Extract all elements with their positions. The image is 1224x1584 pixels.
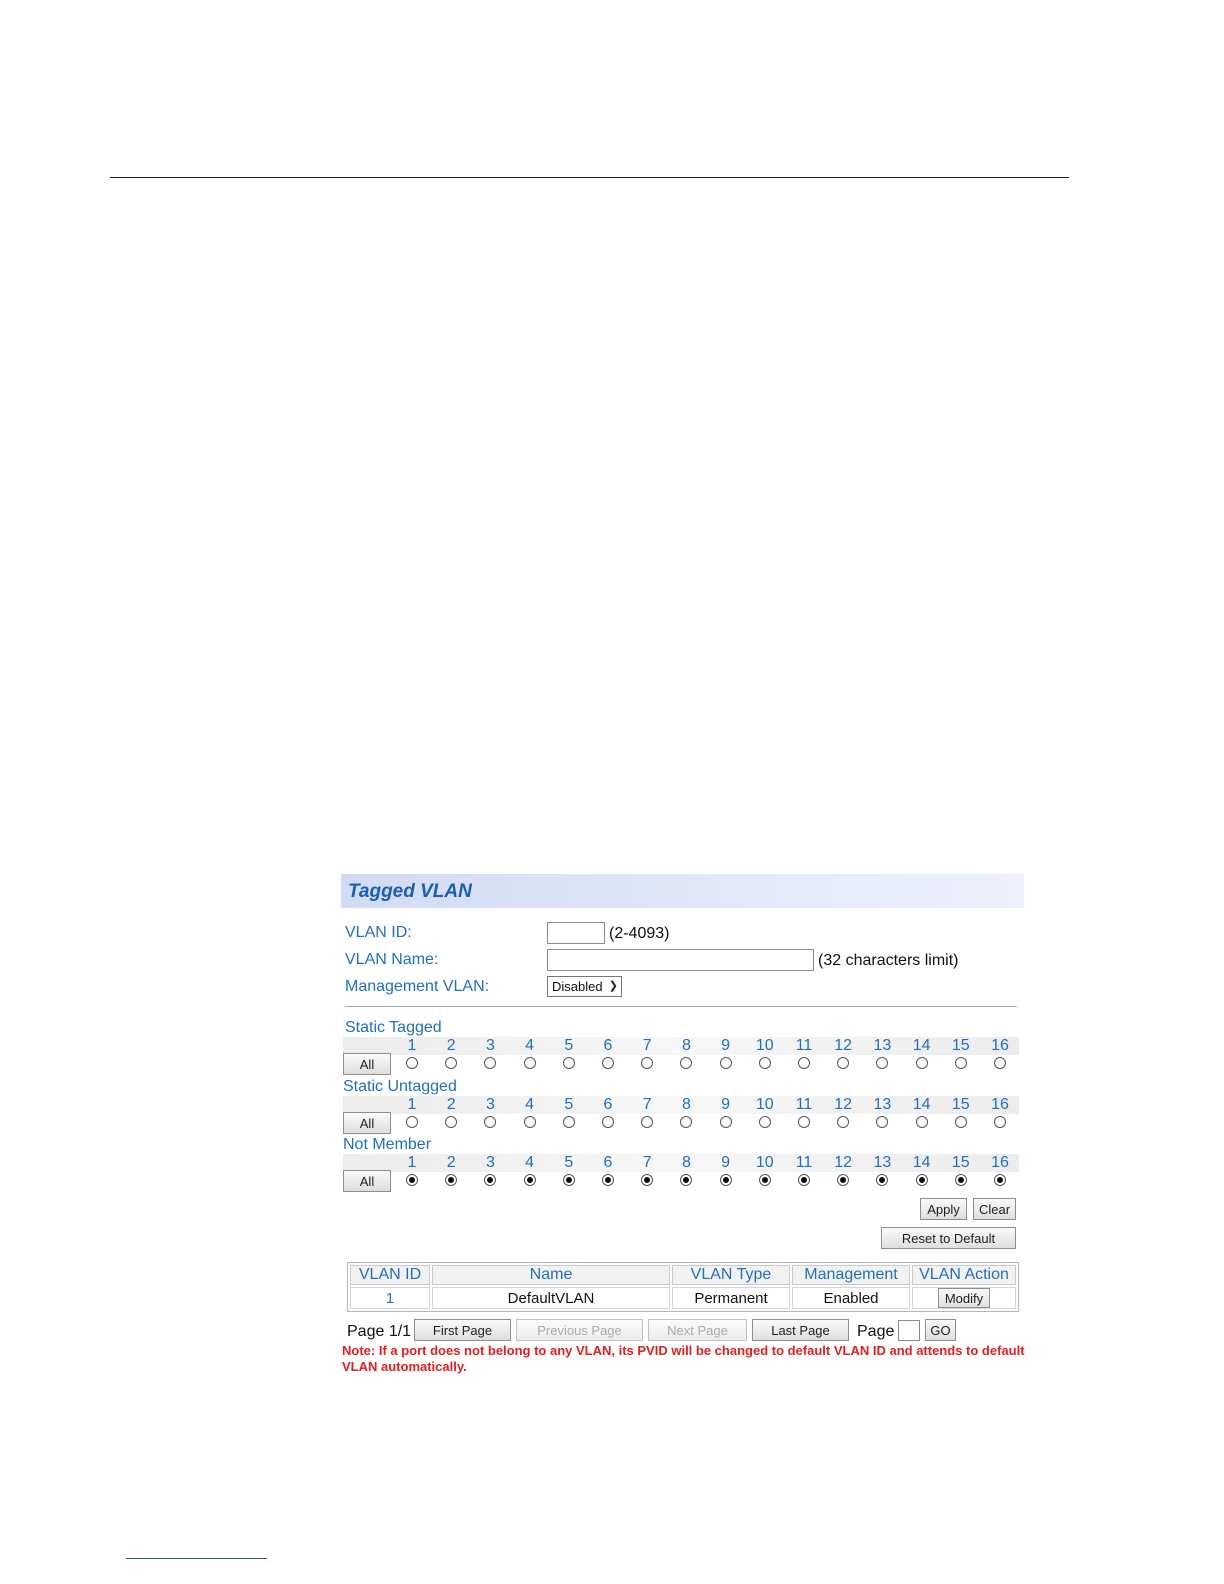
port-number-11: 11	[795, 1037, 813, 1054]
port-number-16: 16	[991, 1154, 1009, 1171]
port-16-radio[interactable]	[994, 1057, 1006, 1069]
management-vlan-value: Disabled	[552, 979, 603, 994]
port-4-radio[interactable]	[524, 1116, 536, 1128]
go-button[interactable]: GO	[925, 1319, 956, 1341]
port-number-1: 1	[407, 1096, 417, 1113]
page-status: Page 1/1	[347, 1323, 412, 1340]
first-page-button[interactable]: First Page	[414, 1319, 511, 1341]
port-number-12: 12	[834, 1096, 853, 1113]
port-12-radio[interactable]	[837, 1174, 849, 1186]
next-page-button[interactable]: Next Page	[648, 1319, 747, 1341]
column-header-name: Name	[432, 1265, 670, 1285]
port-5-radio[interactable]	[563, 1116, 575, 1128]
port-14-radio[interactable]	[916, 1116, 928, 1128]
port-5-radio[interactable]	[563, 1057, 575, 1069]
port-6-radio[interactable]	[602, 1057, 614, 1069]
tagged-vlan-panel	[341, 872, 1026, 1382]
port-7-radio[interactable]	[641, 1116, 653, 1128]
static-tagged-all-button[interactable]: All	[343, 1053, 391, 1075]
top-rule	[110, 177, 1069, 178]
port-16-radio[interactable]	[994, 1174, 1006, 1186]
port-number-10: 10	[755, 1096, 774, 1113]
static-untagged-section	[343, 1078, 1023, 1134]
cell-management: Enabled	[792, 1287, 910, 1309]
port-number-10: 10	[755, 1154, 774, 1171]
port-7-radio[interactable]	[641, 1174, 653, 1186]
vlan-id-label: VLAN ID:	[345, 924, 412, 941]
port-2-radio[interactable]	[445, 1116, 457, 1128]
port-1-radio[interactable]	[406, 1057, 418, 1069]
port-number-9: 9	[721, 1154, 731, 1171]
port-number-4: 4	[525, 1096, 535, 1113]
port-15-radio[interactable]	[955, 1174, 967, 1186]
port-16-radio[interactable]	[994, 1116, 1006, 1128]
port-number-5: 5	[564, 1037, 574, 1054]
port-number-5: 5	[564, 1154, 574, 1171]
port-number-6: 6	[603, 1037, 613, 1054]
not-member-section	[343, 1136, 1023, 1192]
apply-button[interactable]: Apply	[920, 1198, 967, 1220]
port-number-15: 15	[951, 1154, 970, 1171]
port-1-radio[interactable]	[406, 1116, 418, 1128]
port-15-radio[interactable]	[955, 1116, 967, 1128]
port-8-radio[interactable]	[680, 1116, 692, 1128]
port-12-radio[interactable]	[837, 1116, 849, 1128]
port-number-9: 9	[721, 1096, 731, 1113]
vlan-id-hint: (2-4093)	[609, 925, 670, 942]
port-number-1: 1	[407, 1154, 417, 1171]
last-page-button[interactable]: Last Page	[752, 1319, 849, 1341]
column-header-vlan-id: VLAN ID	[350, 1265, 430, 1285]
port-number-11: 11	[795, 1096, 813, 1113]
divider	[345, 1006, 1017, 1007]
port-number-3: 3	[485, 1037, 495, 1054]
port-number-8: 8	[681, 1096, 691, 1113]
vlan-name-input[interactable]	[547, 949, 814, 971]
port-3-radio[interactable]	[484, 1057, 496, 1069]
cell-vlan-action	[912, 1287, 1016, 1309]
cell-vlan-type: Permanent	[672, 1287, 790, 1309]
port-10-radio[interactable]	[759, 1116, 771, 1128]
reset-to-default-button[interactable]: Reset to Default	[881, 1227, 1016, 1249]
port-number-3: 3	[485, 1096, 495, 1113]
column-header-management: Management	[792, 1265, 910, 1285]
port-9-radio[interactable]	[720, 1174, 732, 1186]
port-number-13: 13	[873, 1154, 892, 1171]
note-text: Note: If a port does not belong to any VLAN, its PVID will be changed to default VLAN ID and attends to default VLAN automatically.	[342, 1343, 1025, 1374]
port-14-radio[interactable]	[916, 1057, 928, 1069]
vlan-name-label: VLAN Name:	[345, 951, 439, 968]
port-number-6: 6	[603, 1096, 613, 1113]
column-header-vlan-action: VLAN Action	[912, 1265, 1016, 1285]
port-10-radio[interactable]	[759, 1057, 771, 1069]
port-number-7: 7	[642, 1154, 652, 1171]
port-number-13: 13	[873, 1037, 892, 1054]
port-number-4: 4	[525, 1154, 535, 1171]
static-untagged-all-button[interactable]: All	[343, 1112, 391, 1134]
port-11-radio[interactable]	[798, 1174, 810, 1186]
port-1-radio[interactable]	[406, 1174, 418, 1186]
port-number-9: 9	[721, 1037, 731, 1054]
port-number-8: 8	[681, 1037, 691, 1054]
port-number-14: 14	[912, 1037, 931, 1054]
page-label: Page	[857, 1323, 895, 1340]
port-6-radio[interactable]	[602, 1116, 614, 1128]
cell-name: DefaultVLAN	[432, 1287, 670, 1309]
port-number-14: 14	[912, 1154, 931, 1171]
port-number-2: 2	[446, 1154, 456, 1171]
port-number-4: 4	[525, 1037, 535, 1054]
page-number-input[interactable]	[898, 1320, 920, 1341]
title-bar	[341, 874, 1024, 908]
bottom-rule	[126, 1558, 267, 1559]
port-5-radio[interactable]	[563, 1174, 575, 1186]
port-13-radio[interactable]	[876, 1116, 888, 1128]
port-4-radio[interactable]	[524, 1057, 536, 1069]
port-4-radio[interactable]	[524, 1174, 536, 1186]
modify-button[interactable]: Modify	[938, 1288, 990, 1308]
port-14-radio[interactable]	[916, 1174, 928, 1186]
port-number-12: 12	[834, 1037, 853, 1054]
vlan-id-input[interactable]	[547, 922, 605, 944]
port-13-radio[interactable]	[876, 1057, 888, 1069]
port-15-radio[interactable]	[955, 1057, 967, 1069]
port-3-radio[interactable]	[484, 1116, 496, 1128]
port-11-radio[interactable]	[798, 1116, 810, 1128]
port-11-radio[interactable]	[798, 1057, 810, 1069]
port-number-15: 15	[951, 1096, 970, 1113]
port-12-radio[interactable]	[837, 1057, 849, 1069]
port-number-6: 6	[603, 1154, 613, 1171]
port-9-radio[interactable]	[720, 1057, 732, 1069]
clear-button[interactable]: Clear	[973, 1198, 1016, 1220]
port-number-11: 11	[795, 1154, 813, 1171]
port-number-5: 5	[564, 1096, 574, 1113]
port-number-10: 10	[755, 1037, 774, 1054]
section-title: Static Untagged	[343, 1078, 457, 1095]
port-number-3: 3	[485, 1154, 495, 1171]
port-10-radio[interactable]	[759, 1174, 771, 1186]
table-row	[350, 1287, 1016, 1309]
port-8-radio[interactable]	[680, 1174, 692, 1186]
port-number-8: 8	[681, 1154, 691, 1171]
panel-title: Tagged VLAN	[348, 881, 472, 902]
port-number-12: 12	[834, 1154, 853, 1171]
chevron-down-icon: ❯	[608, 980, 618, 992]
vlan-name-hint: (32 characters limit)	[818, 952, 959, 969]
port-3-radio[interactable]	[484, 1174, 496, 1186]
port-6-radio[interactable]	[602, 1174, 614, 1186]
port-number-7: 7	[642, 1096, 652, 1113]
port-2-radio[interactable]	[445, 1174, 457, 1186]
vlan-table	[347, 1262, 1019, 1312]
port-8-radio[interactable]	[680, 1057, 692, 1069]
port-number-2: 2	[446, 1096, 456, 1113]
port-number-2: 2	[446, 1037, 456, 1054]
port-number-16: 16	[991, 1096, 1009, 1113]
static-tagged-section	[343, 1019, 1023, 1075]
port-13-radio[interactable]	[876, 1174, 888, 1186]
port-number-7: 7	[642, 1037, 652, 1054]
port-number-1: 1	[407, 1037, 417, 1054]
management-vlan-label: Management VLAN:	[345, 978, 490, 995]
not-member-all-button[interactable]: All	[343, 1170, 391, 1192]
port-9-radio[interactable]	[720, 1116, 732, 1128]
port-number-13: 13	[873, 1096, 892, 1113]
port-7-radio[interactable]	[641, 1057, 653, 1069]
section-title: Not Member	[343, 1136, 432, 1153]
port-number-16: 16	[991, 1037, 1009, 1054]
cell-vlan-id: 1	[350, 1287, 430, 1309]
column-header-vlan-type: VLAN Type	[672, 1265, 790, 1285]
previous-page-button[interactable]: Previous Page	[516, 1319, 643, 1341]
section-title: Static Tagged	[345, 1019, 442, 1036]
port-number-15: 15	[951, 1037, 970, 1054]
management-vlan-select[interactable]	[547, 976, 622, 997]
table-header-row	[350, 1265, 1016, 1285]
port-number-14: 14	[912, 1096, 931, 1113]
port-2-radio[interactable]	[445, 1057, 457, 1069]
